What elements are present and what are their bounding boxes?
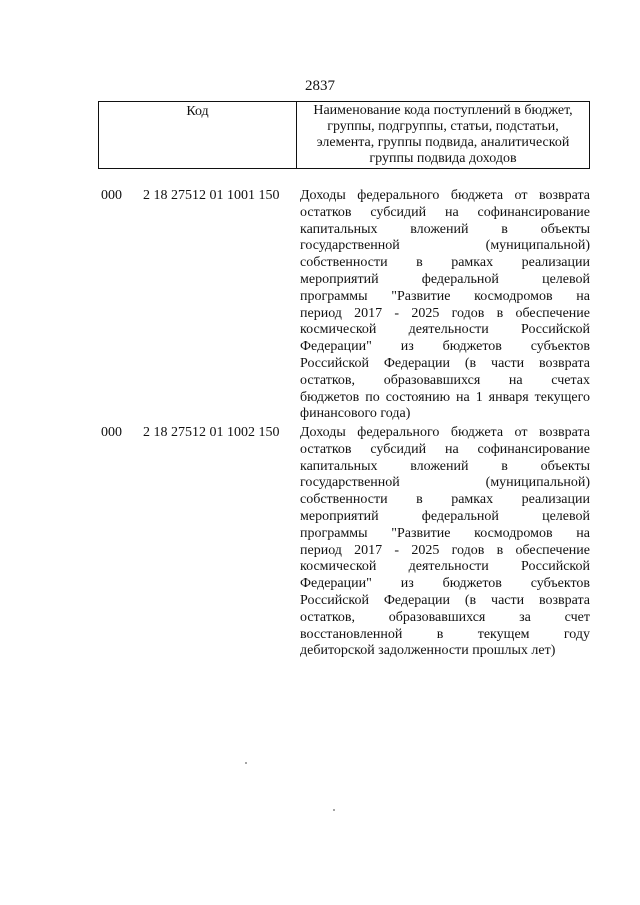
- scan-speck: [333, 809, 335, 811]
- description-line: собственности в рамках реализации: [300, 492, 590, 508]
- entry-budget-code: 2 18 27512 01 1001 150: [143, 188, 280, 203]
- page-number: 2837: [305, 78, 335, 94]
- description-line: остатков, образовавшихся на счетах: [300, 372, 590, 388]
- description-line: программы "Развитие космодромов на: [300, 288, 590, 304]
- description-line: Доходы федерального бюджета от возврата: [300, 188, 590, 203]
- scan-speck: [245, 762, 247, 764]
- description-line: Российской Федерации (в части возврата: [300, 592, 590, 608]
- description-line: государственной (муниципальной): [300, 475, 590, 491]
- description-line: финансового года): [300, 406, 411, 422]
- header-code-label: Код: [99, 102, 297, 169]
- description-line: государственной (муниципальной): [300, 238, 590, 254]
- description-line: капитальных вложений в объекты: [300, 221, 590, 237]
- header-name-line: группы подвида доходов: [369, 151, 517, 166]
- header-name-line: Наименование кода поступлений в бюджет,: [313, 103, 573, 118]
- description-line: Федерации" из бюджетов субъектов: [300, 576, 590, 592]
- description-line: период 2017 - 2025 годов в обеспечение: [300, 542, 590, 558]
- description-line: восстановленной в текущем году: [300, 626, 590, 642]
- entry-admin-code: 000: [101, 188, 122, 203]
- description-line: космической деятельности Российской: [300, 322, 590, 338]
- description-line: Российской Федерации (в части возврата: [300, 355, 590, 371]
- description-line: собственности в рамках реализации: [300, 255, 590, 271]
- entry-description: [300, 188, 590, 423]
- description-line: мероприятий федеральной целевой: [300, 271, 590, 287]
- description-line: Доходы федерального бюджета от возврата: [300, 425, 590, 440]
- description-line: программы "Развитие космодромов на: [300, 525, 590, 541]
- header-name-line: группы, подгруппы, статьи, подстатьи,: [327, 119, 559, 134]
- description-line: мероприятий федеральной целевой: [300, 508, 590, 524]
- description-line: остатков субсидий на софинансирование: [300, 441, 590, 457]
- entry-description: [300, 425, 590, 660]
- entry-admin-code: 000: [101, 425, 122, 440]
- description-line: период 2017 - 2025 годов в обеспечение: [300, 305, 590, 321]
- description-line: дебиторской задолженности прошлых лет): [300, 643, 556, 659]
- entry-budget-code: 2 18 27512 01 1002 150: [143, 425, 280, 440]
- header-name-label: [297, 102, 590, 169]
- header-table: [98, 101, 590, 169]
- description-line: капитальных вложений в объекты: [300, 458, 590, 474]
- description-line: Федерации" из бюджетов субъектов: [300, 339, 590, 355]
- description-line: остатков, образовавшихся за счет: [300, 609, 590, 625]
- header-name-line: элемента, группы подвида, аналитической: [316, 135, 570, 150]
- description-line: остатков субсидий на софинансирование: [300, 204, 590, 220]
- description-line: космической деятельности Российской: [300, 559, 590, 575]
- description-line: бюджетов по состоянию на 1 января текущего: [300, 389, 590, 405]
